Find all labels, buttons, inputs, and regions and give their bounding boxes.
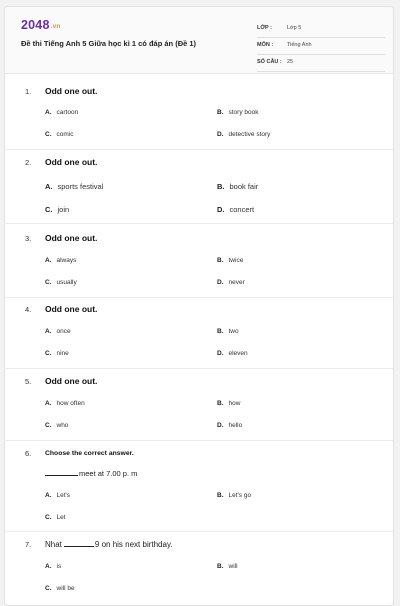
question-text: Odd one out. [45,233,98,243]
option-a[interactable] [45,400,85,407]
option-letter: C. [45,279,52,286]
option-text: how often [56,400,85,407]
question-text: Odd one out. [45,157,98,167]
divider [5,440,393,441]
option-text: book fair [229,182,259,191]
option-c[interactable] [45,350,69,357]
option-letter: B. [217,328,224,335]
option-b[interactable] [217,257,243,264]
exam-sheet [4,6,394,606]
meta-row-count [257,55,385,72]
meta-key: LỚP : [257,25,272,31]
option-a[interactable] [45,563,61,570]
option-letter: A. [45,328,52,335]
option-d[interactable] [217,422,242,429]
option-letter: A. [45,492,52,499]
logo-suffix: .vn [50,23,61,30]
option-text: is [56,563,62,570]
option-b[interactable] [217,182,258,191]
option-a[interactable] [45,492,70,499]
option-letter: D. [217,131,224,138]
option-c[interactable] [45,205,69,214]
option-text: who [56,422,69,429]
option-text: will be [56,585,75,592]
option-letter: D. [217,205,225,214]
option-a[interactable] [45,328,71,335]
option-letter: B. [217,182,225,191]
meta-key: SỐ CÂU : [257,59,282,65]
question-prompt [45,468,137,478]
option-text: usually [56,279,77,286]
option-letter: A. [45,400,52,407]
divider [5,223,393,224]
option-text: will [228,563,238,570]
option-text: comic [56,131,74,138]
answer-blank[interactable] [64,539,94,547]
option-letter: C. [45,422,52,429]
option-text: Let's [56,492,71,499]
option-b[interactable] [217,563,238,570]
option-c[interactable] [45,279,77,286]
divider [5,531,393,532]
question-number: 6. [25,449,32,458]
option-text: twice [228,257,244,264]
option-letter: C. [45,205,53,214]
question-text: Odd one out. [45,86,98,96]
option-letter: B. [217,257,224,264]
question-text: Odd one out. [45,376,98,386]
meta-value: Lớp 5 [287,25,302,31]
site-logo[interactable] [21,18,61,32]
option-c[interactable] [45,422,68,429]
option-text: Let's go [228,492,252,499]
option-letter: B. [217,563,224,570]
option-b[interactable] [217,109,259,116]
question-number: 2. [25,158,32,167]
option-letter: C. [45,514,52,521]
option-text: concert [229,205,255,214]
option-letter: B. [217,109,224,116]
option-letter: D. [217,279,224,286]
option-text: story book [228,109,259,116]
option-text: two [228,328,239,335]
page-title: Đề thi Tiếng Anh 5 Giữa học kì 1 có đáp án (Đề 1) [21,39,197,48]
option-letter: D. [217,350,224,357]
option-letter: C. [45,131,52,138]
option-text: join [57,205,70,214]
option-letter: A. [45,109,52,116]
option-letter: A. [45,563,52,570]
divider [5,368,393,369]
meta-key: MÔN : [257,42,274,48]
meta-value: 25 [287,59,294,65]
question-text-before: Nhat [45,540,62,549]
option-text: hello [228,422,243,429]
option-d[interactable] [217,205,254,214]
divider [5,297,393,298]
meta-row-subject [257,38,385,55]
option-a[interactable] [45,109,78,116]
option-c[interactable] [45,585,75,592]
meta-row-class [257,21,385,38]
option-b[interactable] [217,328,239,335]
option-text: sports festival [57,182,104,191]
question-number: 1. [25,87,32,96]
question-number: 5. [25,377,32,386]
option-a[interactable] [45,182,103,191]
option-text: cartoon [56,109,79,116]
option-b[interactable] [217,492,251,499]
option-text: always [56,257,77,264]
answer-blank[interactable] [45,468,78,476]
question-text: Odd one out. [45,304,98,314]
option-letter: A. [45,182,53,191]
option-text: detective story [228,131,271,138]
option-d[interactable] [217,350,248,357]
option-text: once [56,328,71,335]
exam-header [5,7,393,74]
prompt-text: meet at 7.00 p. m [79,469,138,478]
logo-text: 2048 [21,18,50,32]
option-b[interactable] [217,400,240,407]
exam-meta [257,21,385,72]
meta-value: Tiếng Anh [287,42,312,48]
option-d[interactable] [217,279,245,286]
option-a[interactable] [45,257,76,264]
option-letter: C. [45,350,52,357]
divider [5,149,393,150]
option-c[interactable] [45,514,66,521]
question-text [45,539,173,549]
option-letter: A. [45,257,52,264]
question-number: 4. [25,305,32,314]
option-d[interactable] [217,131,270,138]
question-text: Choose the correct answer. [45,450,134,457]
option-letter: B. [217,400,224,407]
option-text: never [228,279,245,286]
question-number: 3. [25,234,32,243]
option-text: Let [56,514,66,521]
option-c[interactable] [45,131,73,138]
option-letter: B. [217,492,224,499]
option-letter: D. [217,422,224,429]
option-text: nine [56,350,69,357]
option-letter: C. [45,585,52,592]
question-text-after: 9 on his next birthday. [94,540,173,549]
option-text: eleven [228,350,248,357]
option-text: how [228,400,241,407]
question-number: 7. [25,540,32,549]
